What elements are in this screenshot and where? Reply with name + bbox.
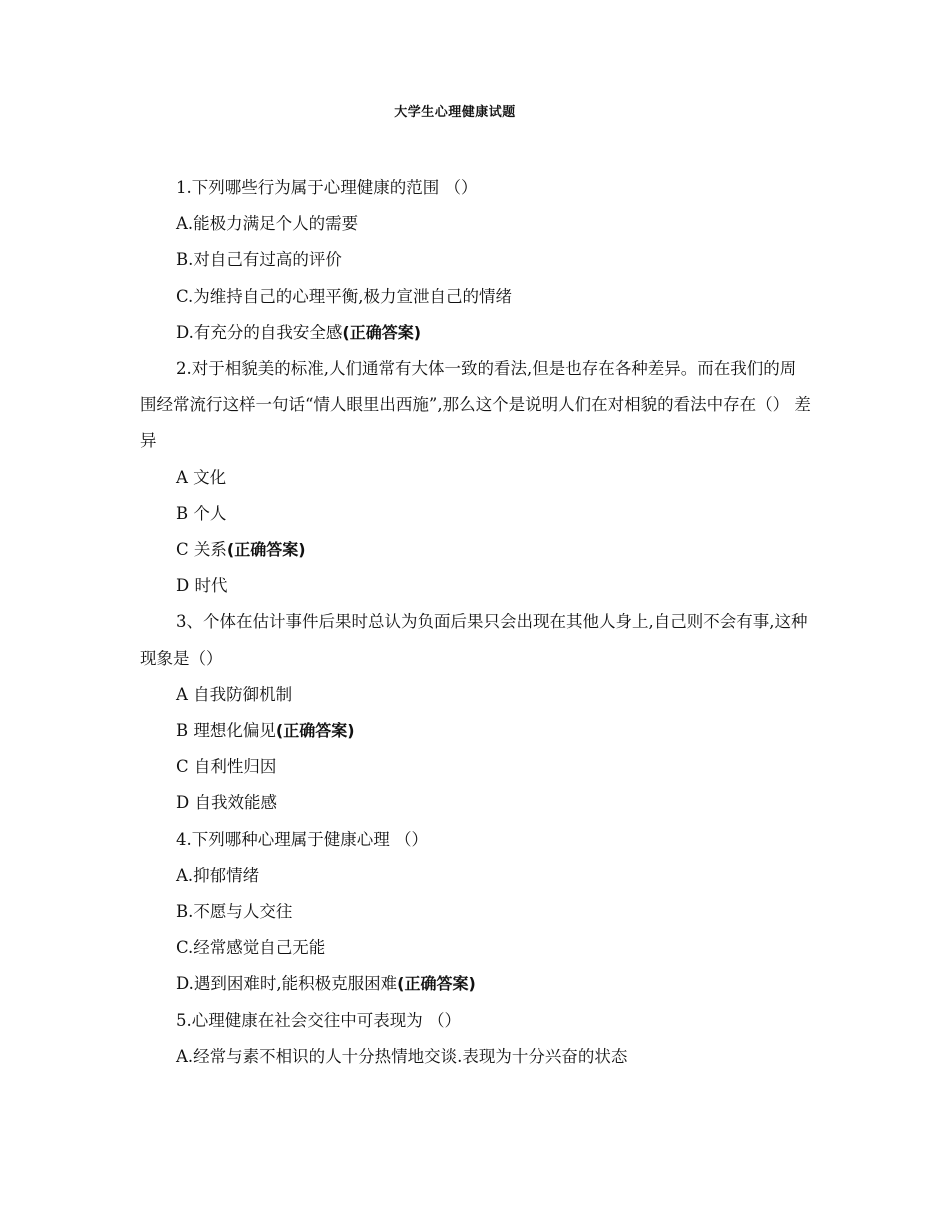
question-4-option-a	[140, 858, 812, 894]
correct-answer-marker: (正确答案)	[342, 322, 422, 342]
question-5-option-a	[140, 1039, 812, 1075]
question-3-option-d	[140, 785, 812, 821]
question-2-option-a	[140, 460, 812, 496]
question-4	[140, 822, 812, 858]
question-2	[140, 351, 812, 460]
question-4-option-d	[140, 966, 812, 1002]
option-text: C.经常感觉自己无能	[176, 938, 326, 958]
question-4-option-c	[140, 930, 812, 966]
option-text: C.为维持自己的心理平衡,极力宣泄自己的情绪	[176, 286, 513, 306]
correct-answer-marker: (正确答案)	[226, 540, 306, 560]
question-text: 5.心理健康在社会交往中可表现为 （）	[176, 1010, 461, 1030]
option-text: A.经常与素不相识的人十分热情地交谈.表现为十分兴奋的状态	[176, 1046, 628, 1066]
question-4-option-b	[140, 894, 812, 930]
correct-answer-marker: (正确答案)	[275, 721, 355, 741]
question-text: 4.下列哪种心理属于健康心理 （）	[176, 829, 428, 849]
option-text: B.对自己有过高的评价	[176, 250, 342, 270]
correct-answer-marker: (正确答案)	[397, 974, 476, 994]
question-2-option-b	[140, 496, 812, 532]
option-text: B.不愿与人交往	[176, 902, 293, 922]
question-1	[140, 170, 812, 206]
document-title: 大学生心理健康试题	[394, 105, 516, 120]
question-text: 1.下列哪些行为属于心理健康的范围 （）	[176, 178, 478, 197]
question-1-option-c	[140, 279, 812, 315]
option-text: A.能极力满足个人的需要	[176, 214, 359, 234]
question-3	[140, 604, 812, 676]
question-2-option-d	[140, 568, 812, 604]
question-1-option-b	[140, 242, 812, 278]
question-2-option-c	[140, 532, 812, 568]
option-text: B 理想化偏见	[176, 721, 276, 741]
option-text: C 自利性归因	[176, 757, 277, 777]
option-text: A.抑郁情绪	[176, 865, 260, 885]
question-3-option-b	[140, 713, 812, 749]
option-text: A 自我防御机制	[176, 684, 293, 704]
question-3-option-a	[140, 677, 812, 713]
option-text: C 关系	[176, 540, 227, 560]
option-text: A 文化	[176, 467, 227, 487]
option-text: D.遇到困难时,能积极克服困难	[176, 974, 398, 994]
question-3-option-c	[140, 749, 812, 785]
option-text: D 自我效能感	[176, 793, 277, 813]
question-list	[140, 170, 812, 1075]
option-text: D.有充分的自我安全感	[176, 322, 343, 342]
option-text: D 时代	[176, 576, 228, 596]
question-1-option-d	[140, 315, 812, 351]
question-5	[140, 1003, 812, 1039]
question-text: 2.对于相貌美的标准,人们通常有大体一致的看法,但是也存在各种差异。而在我们的周围经常流行这样一句话“情人眼里出西施”,那么这个是说明人们在对相貌的看法中存在（） 差异	[140, 359, 811, 451]
question-text: 3、个体在估计事件后果时总认为负面后果只会出现在其他人身上,自己则不会有事,这种现象是（）	[140, 612, 808, 668]
question-1-option-a	[140, 206, 812, 242]
option-text: B 个人	[176, 503, 227, 523]
